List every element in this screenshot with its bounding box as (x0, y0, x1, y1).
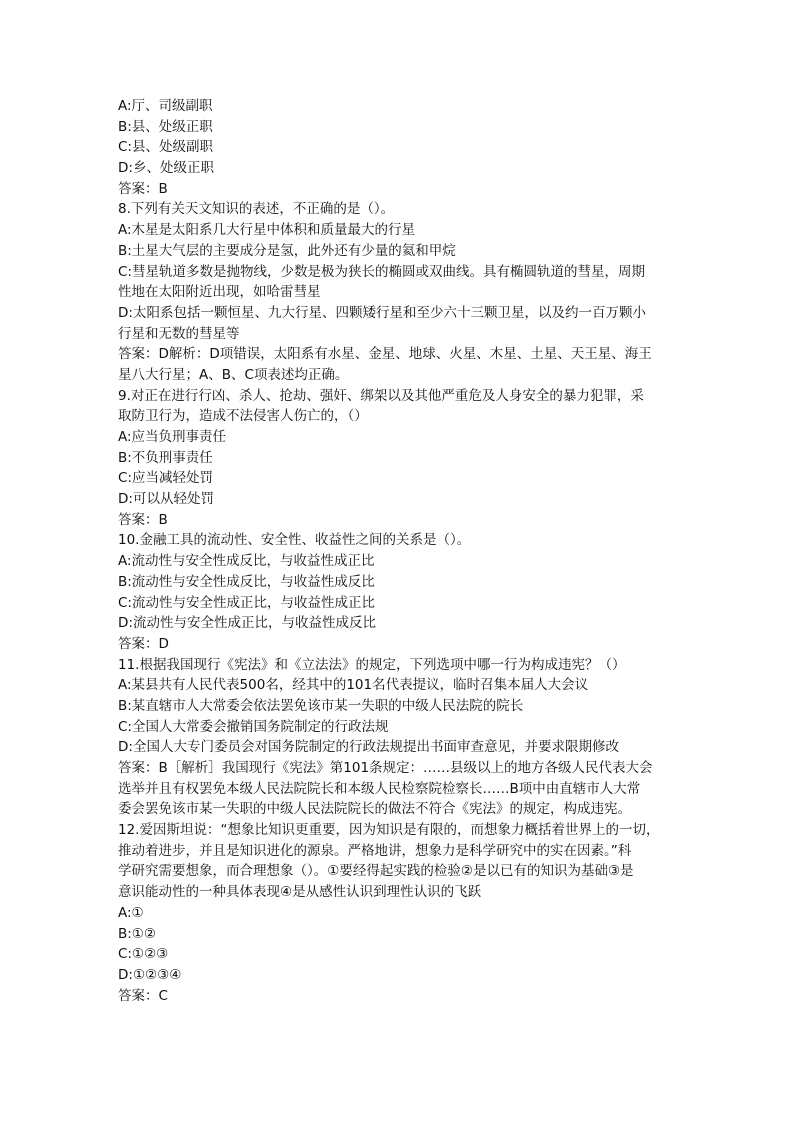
text-line: B:流动性与安全性成反比，与收益性成反比 (118, 573, 375, 590)
text-line: B:①② (118, 925, 157, 942)
text-line: A:① (118, 904, 144, 921)
text-line: 选举并且有权罢免本级人民法院院长和本级人民检察院检察长……B项中由直辖市人大常 (118, 780, 641, 797)
text-line: A:厅、司级副职 (118, 98, 213, 114)
text-line: 答案：D (118, 635, 169, 652)
text-line: D:流动性与安全性成正比，与收益性成反比 (118, 615, 376, 632)
text-line: A:某县共有人民代表500名，经其中的101名代表提议，临时召集本届人大会议 (118, 677, 589, 694)
text-line: C:流动性与安全性成正比，与收益性成正比 (118, 594, 375, 611)
text-line: 12.爱因斯坦说：“想象比知识更重要，因为知识是有限的，而想象力概括着世界上的一切， (118, 822, 660, 839)
text-line: C:彗星轨道多数是抛物线，少数是极为狭长的椭圆或双曲线。具有椭圆轨道的彗星，周期 (118, 263, 645, 280)
text-line: 答案：B［解析］我国现行《宪法》第101条规定：……县级以上的地方各级人民代表大会 (118, 760, 653, 776)
text-line: C:应当减轻处罚 (118, 470, 213, 487)
text-line: 委会罢免该市某一失职的中级人民法院院长的做法不符合《宪法》的规定，构成违宪。 (118, 801, 631, 818)
text-line: C:县、处级副职 (118, 139, 213, 156)
text-line: 答案：B (118, 511, 168, 528)
text-line: 行星和无数的彗星等 (118, 325, 240, 342)
text-line: 意识能动性的一种具体表现④是从感性认识到理性认识的飞跃 (118, 884, 482, 901)
text-line: D:太阳系包括一颗恒星、九大行星、四颗矮行星和至少六十三颗卫星，以及约一百万颗小 (118, 304, 646, 321)
text-line: B:某直辖市人大常委会依法罢免该市某一失职的中级人民法院的院长 (118, 697, 524, 714)
text-line: D:全国人大专门委员会对国务院制定的行政法规提出书面审查意见，并要求限期修改 (118, 739, 619, 756)
text-line: B:不负刑事责任 (118, 449, 213, 466)
text-line: B:土星大气层的主要成分是氢，此外还有少量的氦和甲烷 (118, 242, 456, 259)
text-line: 答案：D解析：D项错误，太阳系有水星、金星、地球、火星、木星、土星、天王星、海王 (118, 346, 652, 363)
text-line: D:乡、处级正职 (118, 160, 214, 177)
text-line: D:可以从轻处罚 (118, 491, 214, 508)
text-line: A:流动性与安全性成反比，与收益性成正比 (118, 553, 375, 570)
text-line: 答案：B (118, 180, 168, 197)
text-line: C:①②③ (118, 946, 169, 963)
text-line: A:木星是太阳系几大行星中体积和质量最大的行星 (118, 222, 416, 239)
text-line: 10.金融工具的流动性、安全性、收益性之间的关系是（）。 (118, 532, 471, 549)
text-line: A:应当负刑事责任 (118, 429, 227, 445)
text-line: 性地在太阳附近出现，如哈雷彗星 (118, 284, 321, 301)
text-line: 星八大行星；A、B、C项表述均正确。 (118, 366, 349, 383)
text-line: 9.对正在进行行凶、杀人、抢劫、强奸、绑架以及其他严重危及人身安全的暴力犯罪，采 (118, 387, 644, 404)
text-line: 答案：C (118, 987, 168, 1004)
text-line: 11.根据我国现行《宪法》和《立法法》的规定，下列选项中哪一行为构成违宪？（） (118, 656, 626, 673)
text-line: D:①②③④ (118, 966, 182, 983)
text-line: 8.下列有关天文知识的表述，不正确的是（）。 (118, 201, 395, 218)
text-line: 学研究需要想象，而合理想象（）。①要经得起实践的检验②是以已有的知识为基础③是 (118, 863, 634, 880)
text-line: B:县、处级正职 (118, 118, 213, 135)
document-body (118, 96, 678, 1006)
text-line: 取防卫行为，造成不法侵害人伤亡的，（） (118, 408, 368, 425)
text-line: 推动着进步，并且是知识进化的源泉。严格地讲，想象力是科学研究中的实在因素。”科 (118, 842, 632, 859)
text-line: C:全国人大常委会撤销国务院制定的行政法规 (118, 718, 389, 735)
